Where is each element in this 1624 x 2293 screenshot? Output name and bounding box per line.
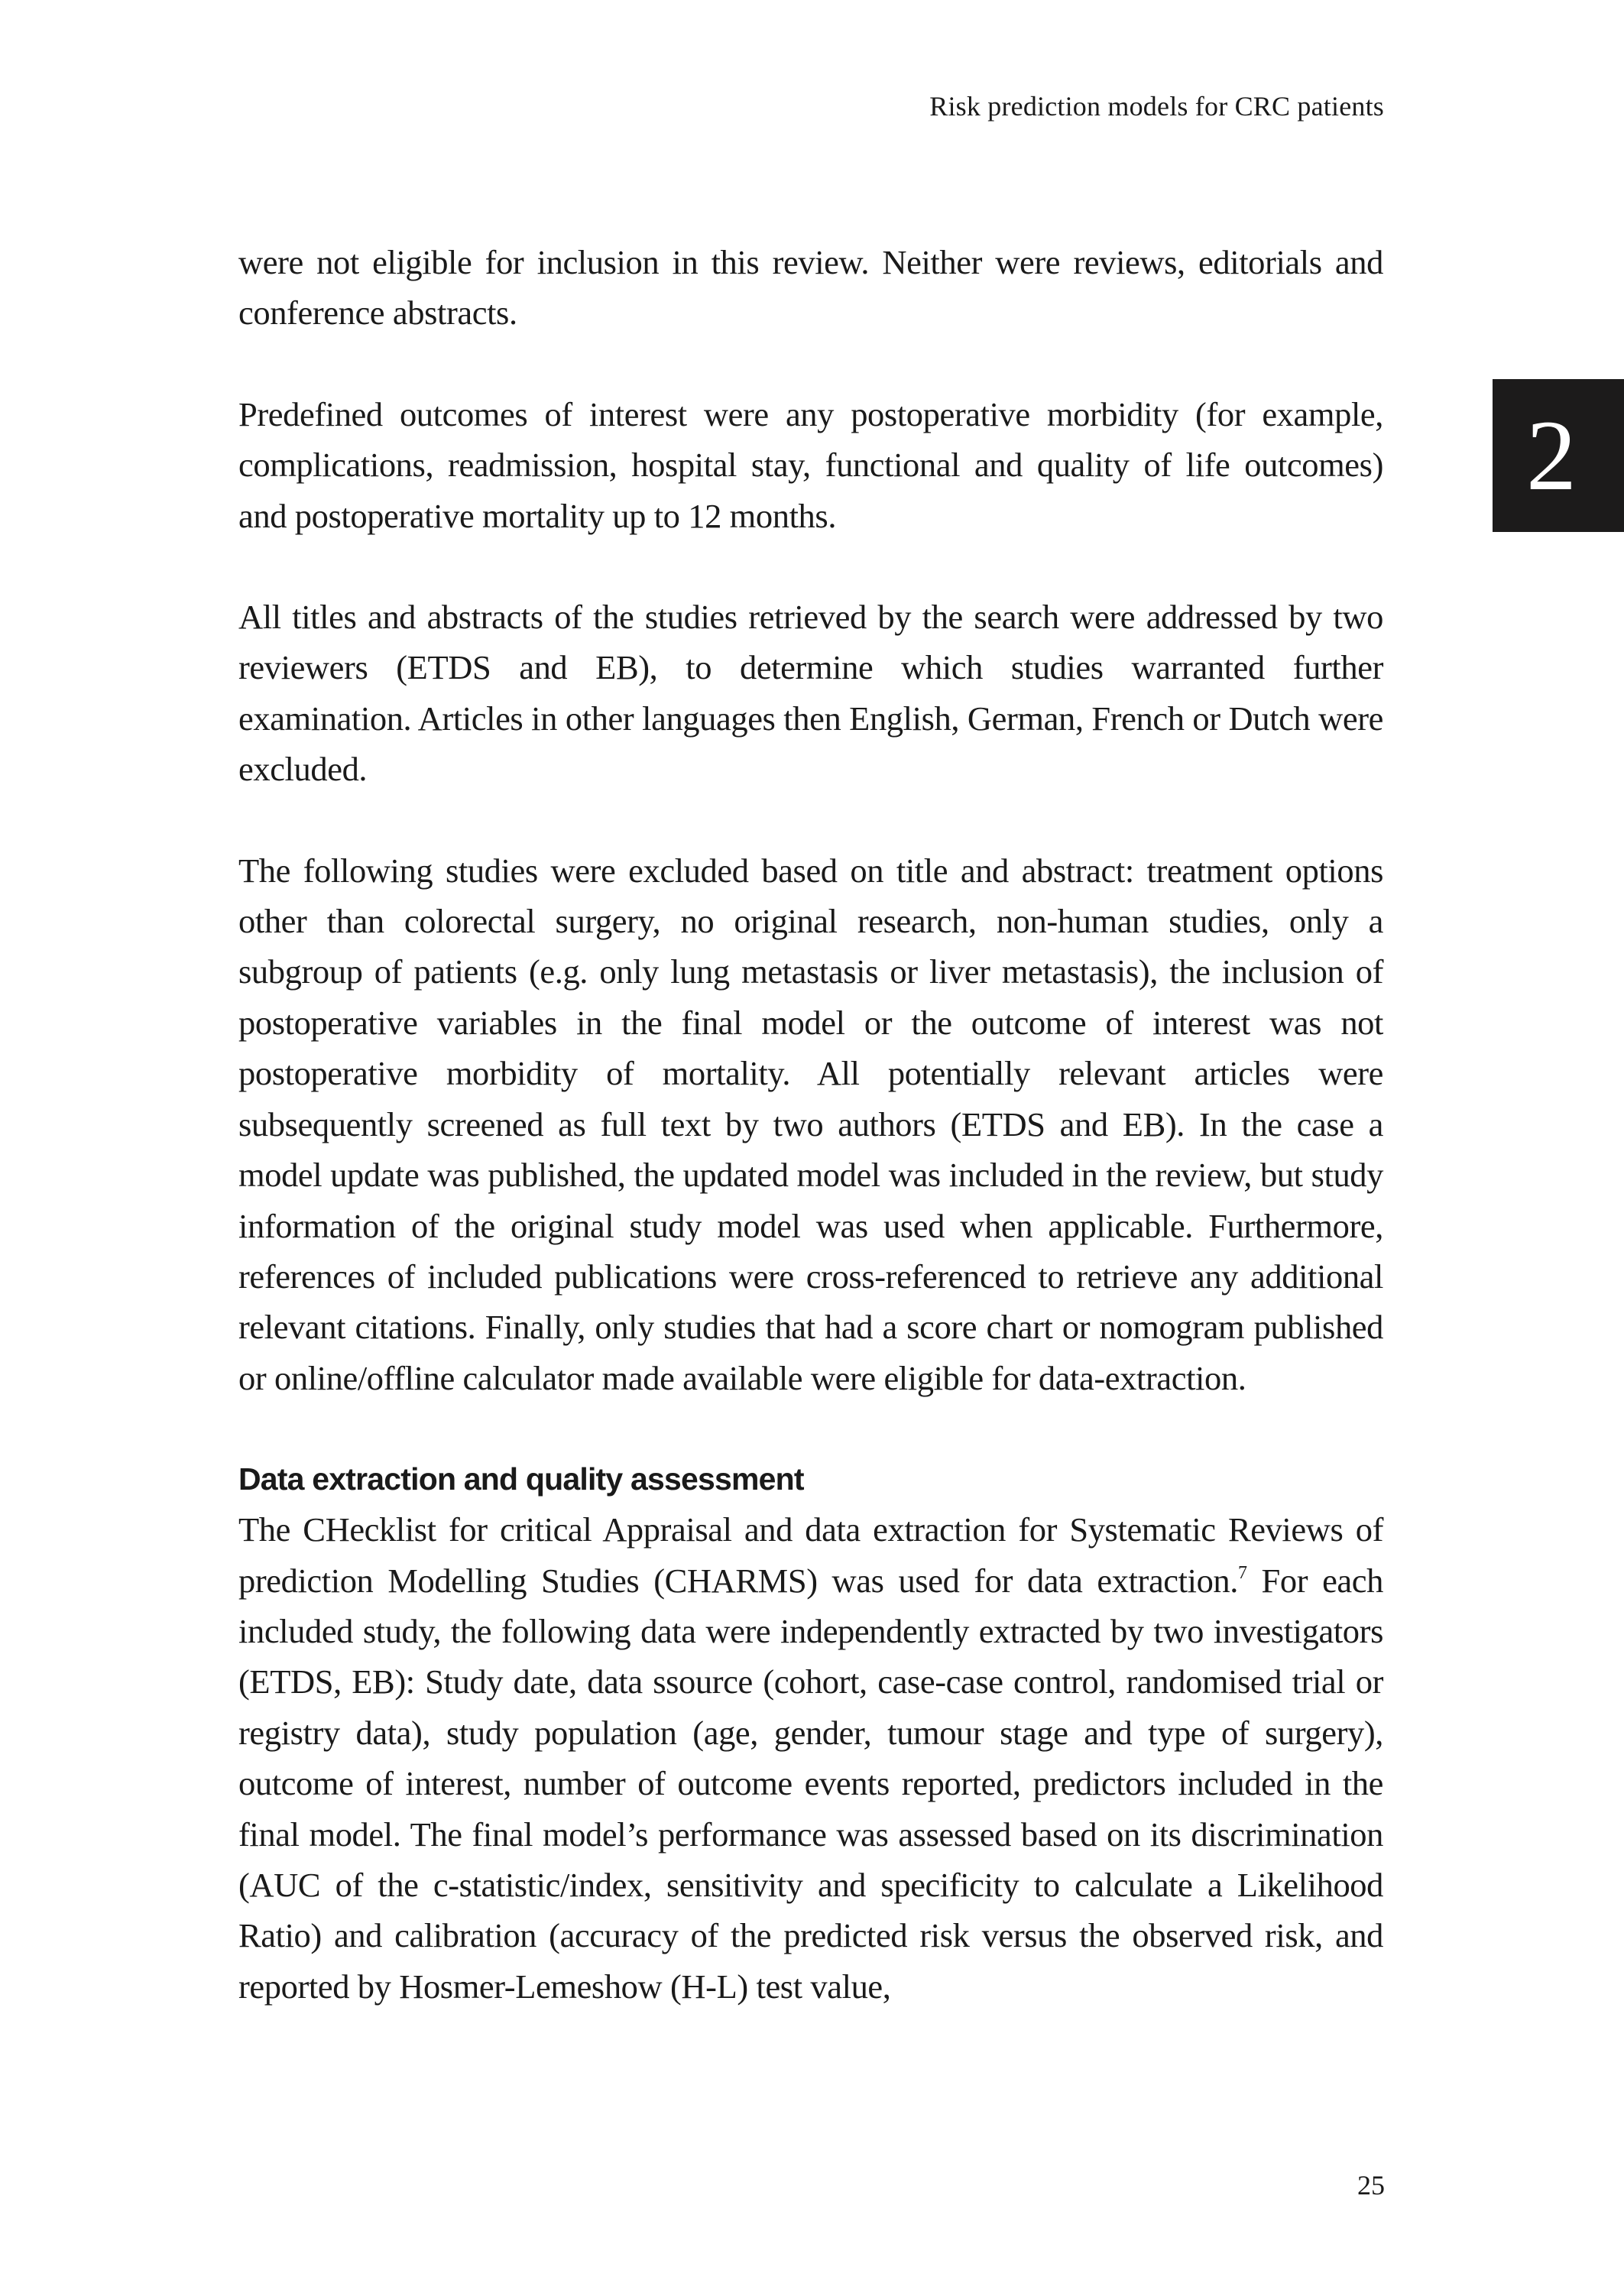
paragraph-data-extraction-part2: For each included study, the following data were independently extracted by two investigators (ETDS, EB): Study date, data ssource (cohort, case-case control, randomised trial or registry data), study population (age, gender, tumour stage and type of surgery), outcome of interest, number of outcome events reported, predictors included in the final model. The final model’s performance was assessed based on its discrimination (AUC of the c-statistic/index, sensitivity and specificity to calculate a Likelihood Ratio) and calibration (accuracy of the predicted risk versus the observed risk, and reported by Hosmer-Lemeshow (H-L) test value, <box>238 1561 1383 2006</box>
section-heading: Data extraction and quality assessment <box>238 1461 804 1497</box>
paragraph-data-extraction-part1: The CHecklist for critical Appraisal and data extraction for Systematic Reviews of prediction Modelling Studies (CHARMS) was used for data extraction. <box>238 1510 1383 1600</box>
chapter-number: 2 <box>1526 399 1577 511</box>
paragraph-data-extraction <box>238 1504 1383 2012</box>
paragraph-predefined-outcomes: Predefined outcomes of interest were any postoperative morbidity (for example, complications, readmission, hospital stay, functional and quality of life outcomes) and postoperative mortality up to 12 months. <box>238 394 1383 535</box>
chapter-tab <box>1493 379 1624 532</box>
paragraph-exclusion-criteria: The following studies were excluded based on title and abstract: treatment options other than colorectal surgery, no original research, non-human studies, only a subgroup of patients (e.g. only lung metastasis or liver metastasis), the inclusion of postoperative variables in the final model or the outcome of interest was not postoperative morbidity of mortality. All potentially relevant articles were subsequently screened as full text by two authors (ETDS and EB). In the case a model update was published, the updated model was included in the review, but study information of the original study model was used when applicable. Furthermore, references of included publications were cross-referenced to retrieve any additional relevant citations. Finally, only studies that had a score chart or nomogram published or online/offline calculator made available were eligible for data-extraction. <box>238 851 1383 1397</box>
paragraph-eligibility-continued: were not eligible for inclusion in this review. Neither were reviews, editorials and conference abstracts. <box>238 243 1383 332</box>
citation-reference[interactable]: 7 <box>1238 1562 1247 1583</box>
paragraph-title-abstract-screening: All titles and abstracts of the studies retrieved by the search were addressed by two reviewers (ETDS and EB), to determine which studies warranted further examination. Articles in other languages then English, German, French or Dutch were excluded. <box>238 598 1383 789</box>
page-number: 25 <box>1357 2170 1385 2201</box>
running-header: Risk prediction models for CRC patients <box>929 91 1384 122</box>
page-content <box>238 237 1383 2062</box>
